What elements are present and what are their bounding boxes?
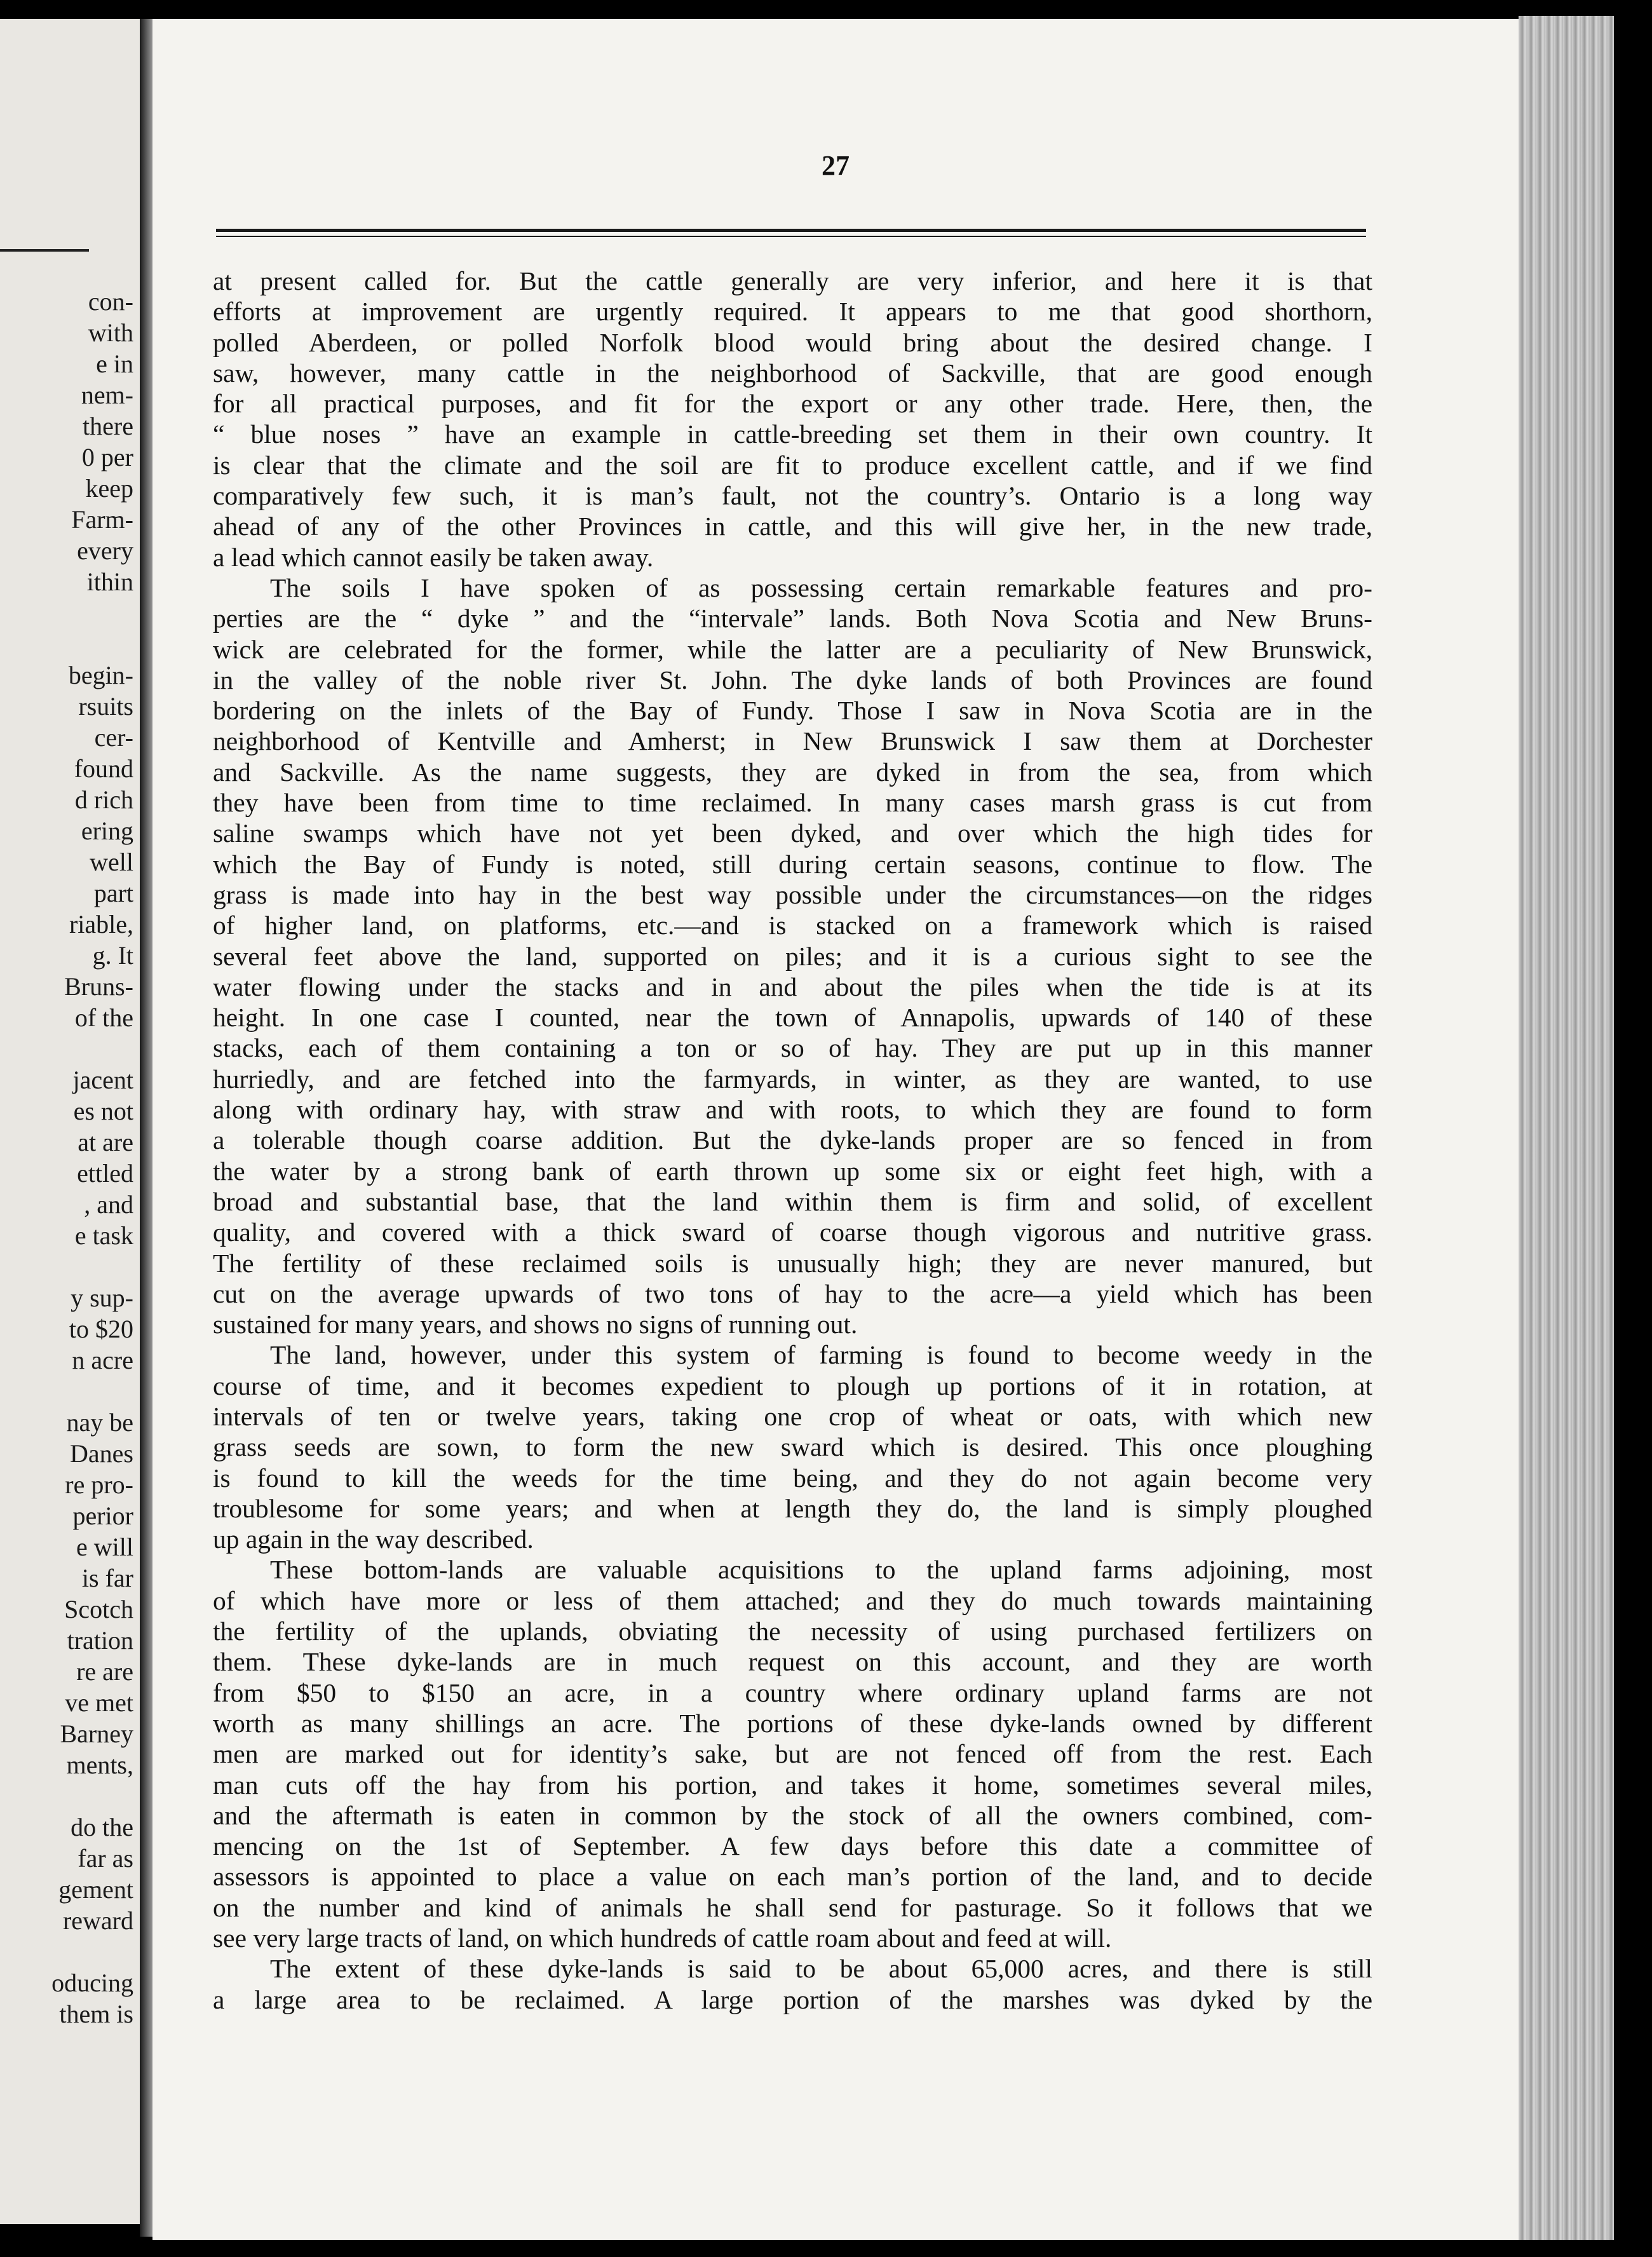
previous-page-fragment: d rich <box>74 785 133 814</box>
text-line: saw, however, many cattle in the neighborhood of Sackville, that are good enough <box>213 358 1372 388</box>
previous-page-fragment: riable, <box>69 910 133 939</box>
previous-page-fragment: es not <box>73 1097 133 1125</box>
text-line: and Sackville. As the name suggests, they are dyked in from the sea, from which <box>213 757 1372 787</box>
text-line: stacks, each of them containing a ton or so of hay. They are put up in this manner <box>213 1033 1372 1063</box>
previous-page-fragment: keep <box>85 474 133 503</box>
text-line: hurriedly, and are fetched into the farmyards, in winter, as they are wanted, to use <box>213 1064 1372 1094</box>
text-line: The fertility of these reclaimed soils is unusually high; they are never manured, but <box>213 1248 1372 1278</box>
paragraph <box>213 266 1372 573</box>
text-line: grass seeds are sown, to form the new sward which is desired. This once ploughing <box>213 1432 1372 1462</box>
text-line: The extent of these dyke-lands is said to be about 65,000 acres, and there is still <box>270 1954 1372 1984</box>
previous-page-fragment: them is <box>59 2000 133 2028</box>
previous-page-fragment: re pro- <box>65 1470 133 1499</box>
text-line: sustained for many years, and shows no signs of running out. <box>213 1310 858 1339</box>
text-line: see very large tracts of land, on which hundreds of cattle roam about and feed at will. <box>213 1923 1112 1953</box>
previous-page-fragment: far as <box>78 1844 133 1873</box>
page-edges <box>1519 16 1614 2240</box>
paragraph <box>213 1339 1372 1554</box>
previous-page-fragment: tration <box>67 1626 133 1655</box>
text-line: a tolerable though coarse addition. But the dyke-lands proper are so fenced in from <box>213 1125 1372 1155</box>
text-line: and the aftermath is eaten in common by the stock of all the owners combined, com- <box>213 1800 1372 1830</box>
previous-page-fragment: Danes <box>70 1439 133 1468</box>
text-line: ahead of any of the other Provinces in cattle, and this will give her, in the new trade, <box>213 512 1372 541</box>
previous-page-fragment: ettled <box>77 1159 133 1188</box>
previous-page-fragment: rsuits <box>78 692 133 721</box>
text-line: the water by a strong bank of earth thrown up some six or eight feet high, with a <box>213 1156 1372 1186</box>
text-line: bordering on the inlets of the Bay of Fundy. Those I saw in Nova Scotia are in the <box>213 696 1372 726</box>
previous-page-fragment: ering <box>81 817 133 845</box>
text-line: perties are the “ dyke ” and the “intervale” lands. Both Nova Scotia and New Bruns- <box>213 604 1372 634</box>
text-line: which the Bay of Fundy is noted, still during certain seasons, continue to flow. The <box>213 849 1372 879</box>
text-line: of which have more or less of them attached; and they do much towards maintaining <box>213 1585 1372 1615</box>
previous-page-fragment: ments, <box>66 1751 133 1779</box>
previous-page-fragment: re are <box>76 1657 133 1686</box>
text-line: in the valley of the noble river St. John. The dyke lands of both Provinces are found <box>213 665 1372 695</box>
text-line: comparatively few such, it is man’s fault, not the country’s. Ontario is a long way <box>213 481 1372 511</box>
text-line: quality, and covered with a thick sward of coarse though vigorous and nutritive grass. <box>213 1217 1372 1247</box>
previous-page-fragment: part <box>93 879 133 907</box>
previous-page-fragment: of the <box>74 1003 133 1032</box>
text-line: water flowing under the stacks and in and about the piles when the tide is at its <box>213 972 1372 1001</box>
text-line: is found to kill the weeds for the time being, and they do not again become very <box>213 1463 1372 1493</box>
text-line: efforts at improvement are urgently required. It appears to me that good shorthorn, <box>213 297 1372 327</box>
text-line: worth as many shillings an acre. The portions of these dyke-lands owned by different <box>213 1708 1372 1738</box>
previous-page-fragment: with <box>88 318 133 347</box>
text-line: assessors is appointed to place a value on each man’s portion of the land, and to decide <box>213 1862 1372 1892</box>
previous-page-fragment: e will <box>76 1533 133 1561</box>
previous-page-fragment: ithin <box>86 567 133 596</box>
previous-page-fragment: reward <box>62 1906 133 1935</box>
previous-page-rule <box>0 249 89 252</box>
previous-page-fragment <box>6 1033 133 1064</box>
previous-page-fragment: to $20 <box>69 1315 133 1343</box>
previous-page-fragment: e in <box>96 349 133 378</box>
previous-page-fragment: Barney <box>60 1719 133 1748</box>
text-line: grass is made into hay in the best way possible under the circumstances—on the ridges <box>213 879 1372 909</box>
text-line: The soils I have spoken of as possessing certain remarkable features and pro- <box>270 573 1372 602</box>
previous-page-fragment: at are <box>78 1128 133 1156</box>
previous-page-fragment <box>6 628 133 660</box>
body-text <box>213 266 1372 2015</box>
previous-page-fragment: n acre <box>72 1346 133 1374</box>
previous-page-fragment: perior <box>72 1501 133 1530</box>
text-line: at present called for. But the cattle generally are very inferior, and here it is that <box>213 266 1372 295</box>
text-line: height. In one case I counted, near the town of Annapolis, upwards of 140 of these <box>213 1003 1372 1033</box>
previous-page-fragment: Farm- <box>71 505 133 534</box>
text-line: several feet above the land, supported on piles; and it is a curious sight to see the <box>213 941 1372 971</box>
text-line: for all practical purposes, and fit for the export or any other trade. Here, then, the <box>213 389 1372 419</box>
book-page <box>152 19 1519 2240</box>
text-line: a lead which cannot easily be taken away. <box>213 542 654 572</box>
previous-page-fragment: every <box>77 536 133 565</box>
text-line: saline swamps which have not yet been dyked, and over which the high tides for <box>213 818 1372 848</box>
paragraph <box>213 1554 1372 1953</box>
text-line: along with ordinary hay, with straw and with roots, to which they are found to form <box>213 1095 1372 1125</box>
text-line: them. These dyke-lands are in much request on this account, and they are worth <box>213 1647 1372 1677</box>
text-line: intervals of ten or twelve years, taking one crop of wheat or oats, with which new <box>213 1401 1372 1431</box>
text-line: is clear that the climate and the soil are fit to produce excellent cattle, and if we find <box>213 450 1372 480</box>
previous-page-fragment: e task <box>74 1221 133 1250</box>
text-line: the fertility of the uplands, obviating the necessity of using purchased fertilizers on <box>213 1616 1372 1646</box>
text-line: “ blue noses ” have an example in cattle-breeding set them in their own country. It <box>213 419 1372 449</box>
previous-page-fragment: y sup- <box>71 1284 133 1312</box>
previous-page-fragment: there <box>83 412 133 440</box>
text-line: polled Aberdeen, or polled Norfolk blood would bring about the desired change. I <box>213 327 1372 357</box>
text-line: These bottom-lands are valuable acquisitions to the upland farms adjoining, most <box>270 1555 1372 1585</box>
previous-page-fragment: 0 per <box>81 443 133 471</box>
text-line: mencing on the 1st of September. A few days before this date a committee of <box>213 1831 1372 1861</box>
previous-page-fragment <box>6 597 133 628</box>
paragraph <box>213 573 1372 1339</box>
paragraph <box>213 1953 1372 2015</box>
page-number: 27 <box>822 150 850 181</box>
text-line: from $50 to $150 an acre, in a country where ordinary upland farms are not <box>213 1678 1372 1707</box>
previous-page-fragment: Bruns- <box>64 972 133 1001</box>
previous-page-text-fragments <box>6 286 133 2030</box>
previous-page-fragment: g. It <box>92 941 133 970</box>
text-line: they have been from time to time reclaimed. In many cases marsh grass is cut from <box>213 788 1372 818</box>
previous-page-fragment: nay be <box>66 1408 133 1437</box>
text-line: broad and substantial base, that the land within them is firm and solid, of excellent <box>213 1186 1372 1216</box>
text-line: a large area to be reclaimed. A large portion of the marshes was dyked by the <box>213 1984 1372 2014</box>
text-line: The land, however, under this system of farming is found to become weedy in the <box>270 1340 1372 1370</box>
previous-page-fragment <box>6 1936 133 1967</box>
previous-page-fragment: well <box>90 848 133 876</box>
text-line: man cuts off the hay from his portion, and takes it home, sometimes several miles, <box>213 1770 1372 1800</box>
previous-page-fragment: jacent <box>72 1066 133 1094</box>
header-rule <box>216 229 1366 240</box>
previous-page-fragment: do the <box>71 1813 133 1841</box>
previous-page-fragment: found <box>74 754 133 783</box>
text-line: of higher land, on platforms, etc.—and is stacked on a framework which is raised <box>213 911 1372 940</box>
previous-page-fragment: , and <box>84 1190 133 1219</box>
text-line: cut on the average upwards of two tons of hay to the acre—a yield which has been <box>213 1278 1372 1308</box>
previous-page-fragment: ve met <box>65 1688 133 1717</box>
text-line: up again in the way described. <box>213 1524 534 1554</box>
previous-page-fragment: oducing <box>51 1969 133 1997</box>
text-line: neighborhood of Kentville and Amherst; in New Brunswick I saw them at Dorchester <box>213 726 1372 756</box>
previous-page-fragment: gement <box>58 1875 133 1904</box>
previous-page <box>0 19 145 2224</box>
text-line: troublesome for some years; and when at length they do, the land is simply ploughed <box>213 1493 1372 1523</box>
previous-page-fragment <box>6 1780 133 1812</box>
previous-page-fragment: con- <box>88 287 133 316</box>
text-line: course of time, and it becomes expedient to plough up portions of it in rotation, at <box>213 1371 1372 1400</box>
text-line: wick are celebrated for the former, while the latter are a peculiarity of New Brunswick, <box>213 634 1372 664</box>
previous-page-fragment: is far <box>81 1564 133 1592</box>
text-line: on the number and kind of animals he shall send for pasturage. So it follows that we <box>213 1892 1372 1922</box>
previous-page-fragment <box>6 1251 133 1282</box>
text-line: men are marked out for identity’s sake, but are not fenced off from the rest. Each <box>213 1739 1372 1769</box>
previous-page-fragment <box>6 1376 133 1407</box>
previous-page-fragment: begin- <box>68 661 133 689</box>
previous-page-fragment: Scotch <box>64 1595 133 1623</box>
previous-page-fragment: cer- <box>94 723 133 752</box>
previous-page-fragment: nem- <box>81 381 133 409</box>
